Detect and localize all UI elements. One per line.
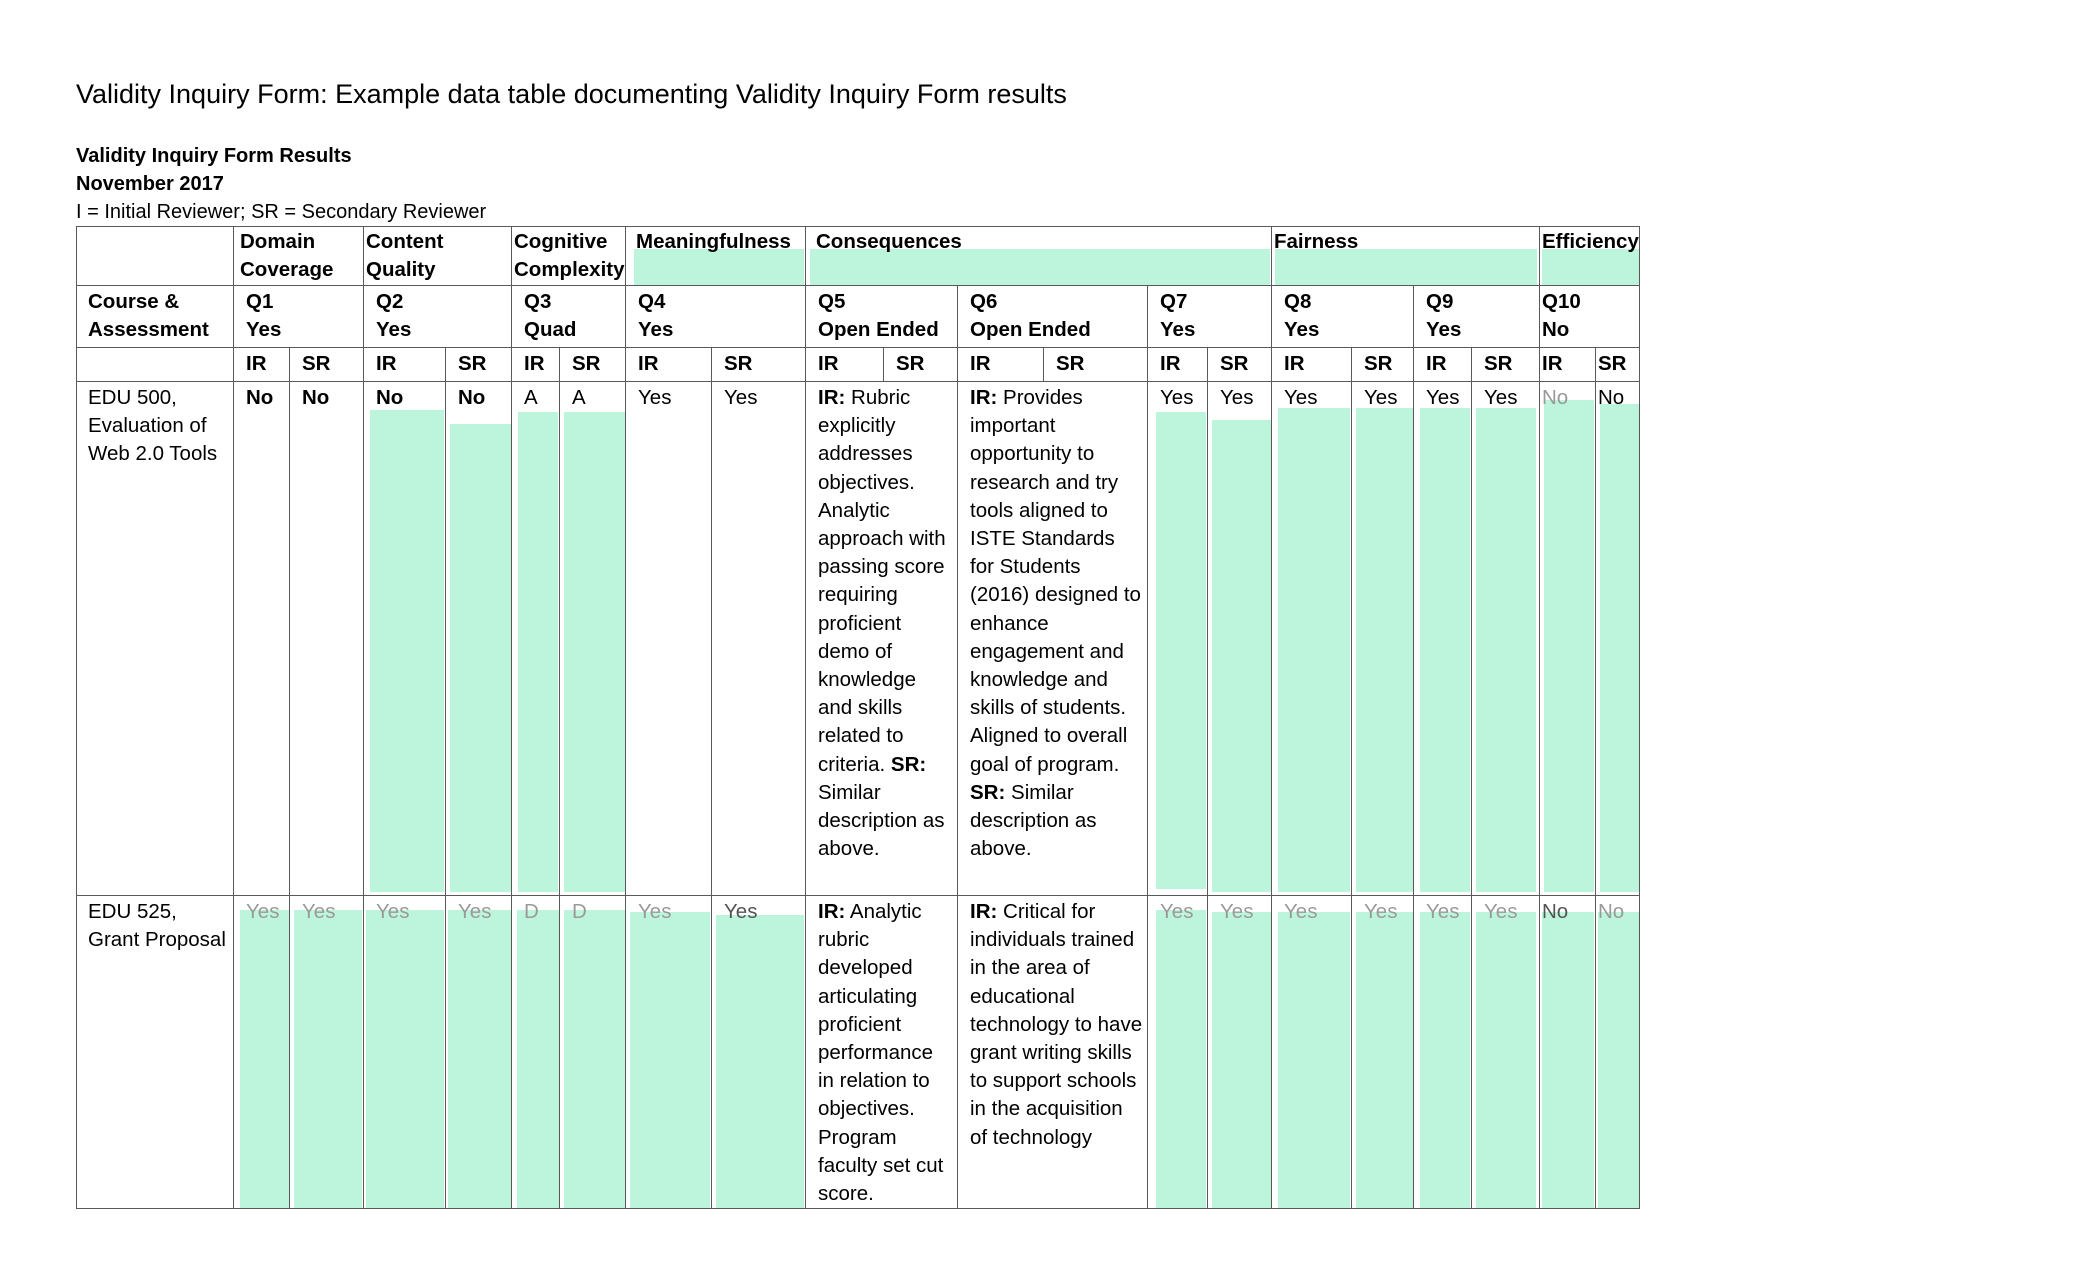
table-cell: Yes — [1272, 382, 1352, 896]
sr-label: SR — [1352, 348, 1414, 382]
question-header: Q1 Yes — [234, 286, 364, 348]
sr-label: SR — [712, 348, 806, 382]
table-cell: No — [446, 382, 512, 896]
table-cell: Yes — [1414, 896, 1472, 1209]
table-cell: D — [512, 896, 560, 1209]
reviewer-legend: I = Initial Reviewer; SR = Secondary Reviewer — [76, 201, 487, 223]
category-domain-coverage: Domain Coverage — [234, 226, 364, 286]
table-cell: Yes — [626, 382, 712, 896]
question-header: Q8 Yes — [1272, 286, 1414, 348]
open-ended-cell: IR: Analytic rubric developed articulating proficient performance in relation to objectives. Program faculty set cut score. — [806, 896, 958, 1209]
question-header: Q6 Open Ended — [958, 286, 1148, 348]
sr-label: SR — [560, 348, 626, 382]
ir-label: IR — [1148, 348, 1208, 382]
report-heading: Validity Inquiry Form Results — [76, 145, 352, 167]
table-cell: Yes — [1208, 382, 1272, 896]
table-cell: Yes — [1472, 896, 1540, 1209]
open-ended-cell: IR: Rubric explicitly addresses objectives. Analytic approach with passing score requiring proficient demo of knowledge and skills related to criteria. SR: Similar description as above. — [806, 382, 958, 896]
category-cognitive-complexity: Cognitive Complexity — [512, 226, 626, 286]
table-cell: D — [560, 896, 626, 1209]
sr-label: SR — [1044, 348, 1148, 382]
table-cell: Yes — [1272, 896, 1352, 1209]
table-cell: A — [512, 382, 560, 896]
header-blank — [76, 226, 234, 286]
table-cell: Yes — [712, 896, 806, 1209]
ir-label: IR — [234, 348, 290, 382]
subheader-blank — [76, 348, 234, 382]
question-header: Q4 Yes — [626, 286, 806, 348]
page-title: Validity Inquiry Form: Example data table documenting Validity Inquiry Form results — [76, 79, 1067, 109]
category-content-quality: Content Quality — [364, 226, 512, 286]
category-meaningfulness: Meaningfulness — [626, 226, 806, 286]
table-cell: No — [234, 382, 290, 896]
table-cell: Yes — [626, 896, 712, 1209]
table-cell: No — [1540, 896, 1596, 1209]
category-fairness: Fairness — [1272, 226, 1540, 286]
ir-label: IR — [364, 348, 446, 382]
ir-label: IR — [626, 348, 712, 382]
table-cell: A — [560, 382, 626, 896]
question-header: Q3 Quad — [512, 286, 626, 348]
row-header-course: Course & Assessment — [76, 286, 234, 348]
category-consequences: Consequences — [806, 226, 1272, 286]
ir-label: IR — [1540, 348, 1596, 382]
course-cell: EDU 500, Evaluation of Web 2.0 Tools — [76, 382, 234, 896]
table-cell: No — [290, 382, 364, 896]
table-cell: Yes — [712, 382, 806, 896]
course-cell: EDU 525, Grant Proposal — [76, 896, 234, 1209]
table-cell: Yes — [1148, 896, 1208, 1209]
sr-label: SR — [884, 348, 958, 382]
sr-label: SR — [1208, 348, 1272, 382]
table-cell: Yes — [1352, 382, 1414, 896]
table-cell: Yes — [234, 896, 290, 1209]
table-cell: No — [1596, 896, 1640, 1209]
sr-label: SR — [1472, 348, 1540, 382]
table-cell: Yes — [1148, 382, 1208, 896]
ir-label: IR — [512, 348, 560, 382]
question-header: Q7 Yes — [1148, 286, 1272, 348]
table-cell: No — [1596, 382, 1640, 896]
sr-label: SR — [1596, 348, 1640, 382]
table-cell: Yes — [1208, 896, 1272, 1209]
ir-label: IR — [958, 348, 1044, 382]
table-cell: Yes — [1472, 382, 1540, 896]
question-header: Q2 Yes — [364, 286, 512, 348]
table-cell: No — [364, 382, 446, 896]
question-header: Q10 No — [1540, 286, 1640, 348]
table-cell: Yes — [290, 896, 364, 1209]
table-cell: Yes — [364, 896, 446, 1209]
table-cell: No — [1540, 382, 1596, 896]
question-header: Q9 Yes — [1414, 286, 1540, 348]
open-ended-cell: IR: Critical for individuals trained in the area of educational technology to have grant writing skills to support schools in the acquisition of technology — [958, 896, 1148, 1209]
question-header: Q5 Open Ended — [806, 286, 958, 348]
report-date: November 2017 — [76, 173, 224, 195]
table-cell: Yes — [1414, 382, 1472, 896]
table-cell: Yes — [1352, 896, 1414, 1209]
ir-label: IR — [1272, 348, 1352, 382]
open-ended-cell: IR: Provides important opportunity to research and try tools aligned to ISTE Standards for Students (2016) designed to enhance engagement and knowledge and skills of students. Aligned to overall goal of program. SR: Similar description as above. — [958, 382, 1148, 896]
sr-label: SR — [446, 348, 512, 382]
sr-label: SR — [290, 348, 364, 382]
table-cell: Yes — [446, 896, 512, 1209]
category-efficiency: Efficiency — [1540, 226, 1640, 286]
ir-label: IR — [806, 348, 884, 382]
ir-label: IR — [1414, 348, 1472, 382]
